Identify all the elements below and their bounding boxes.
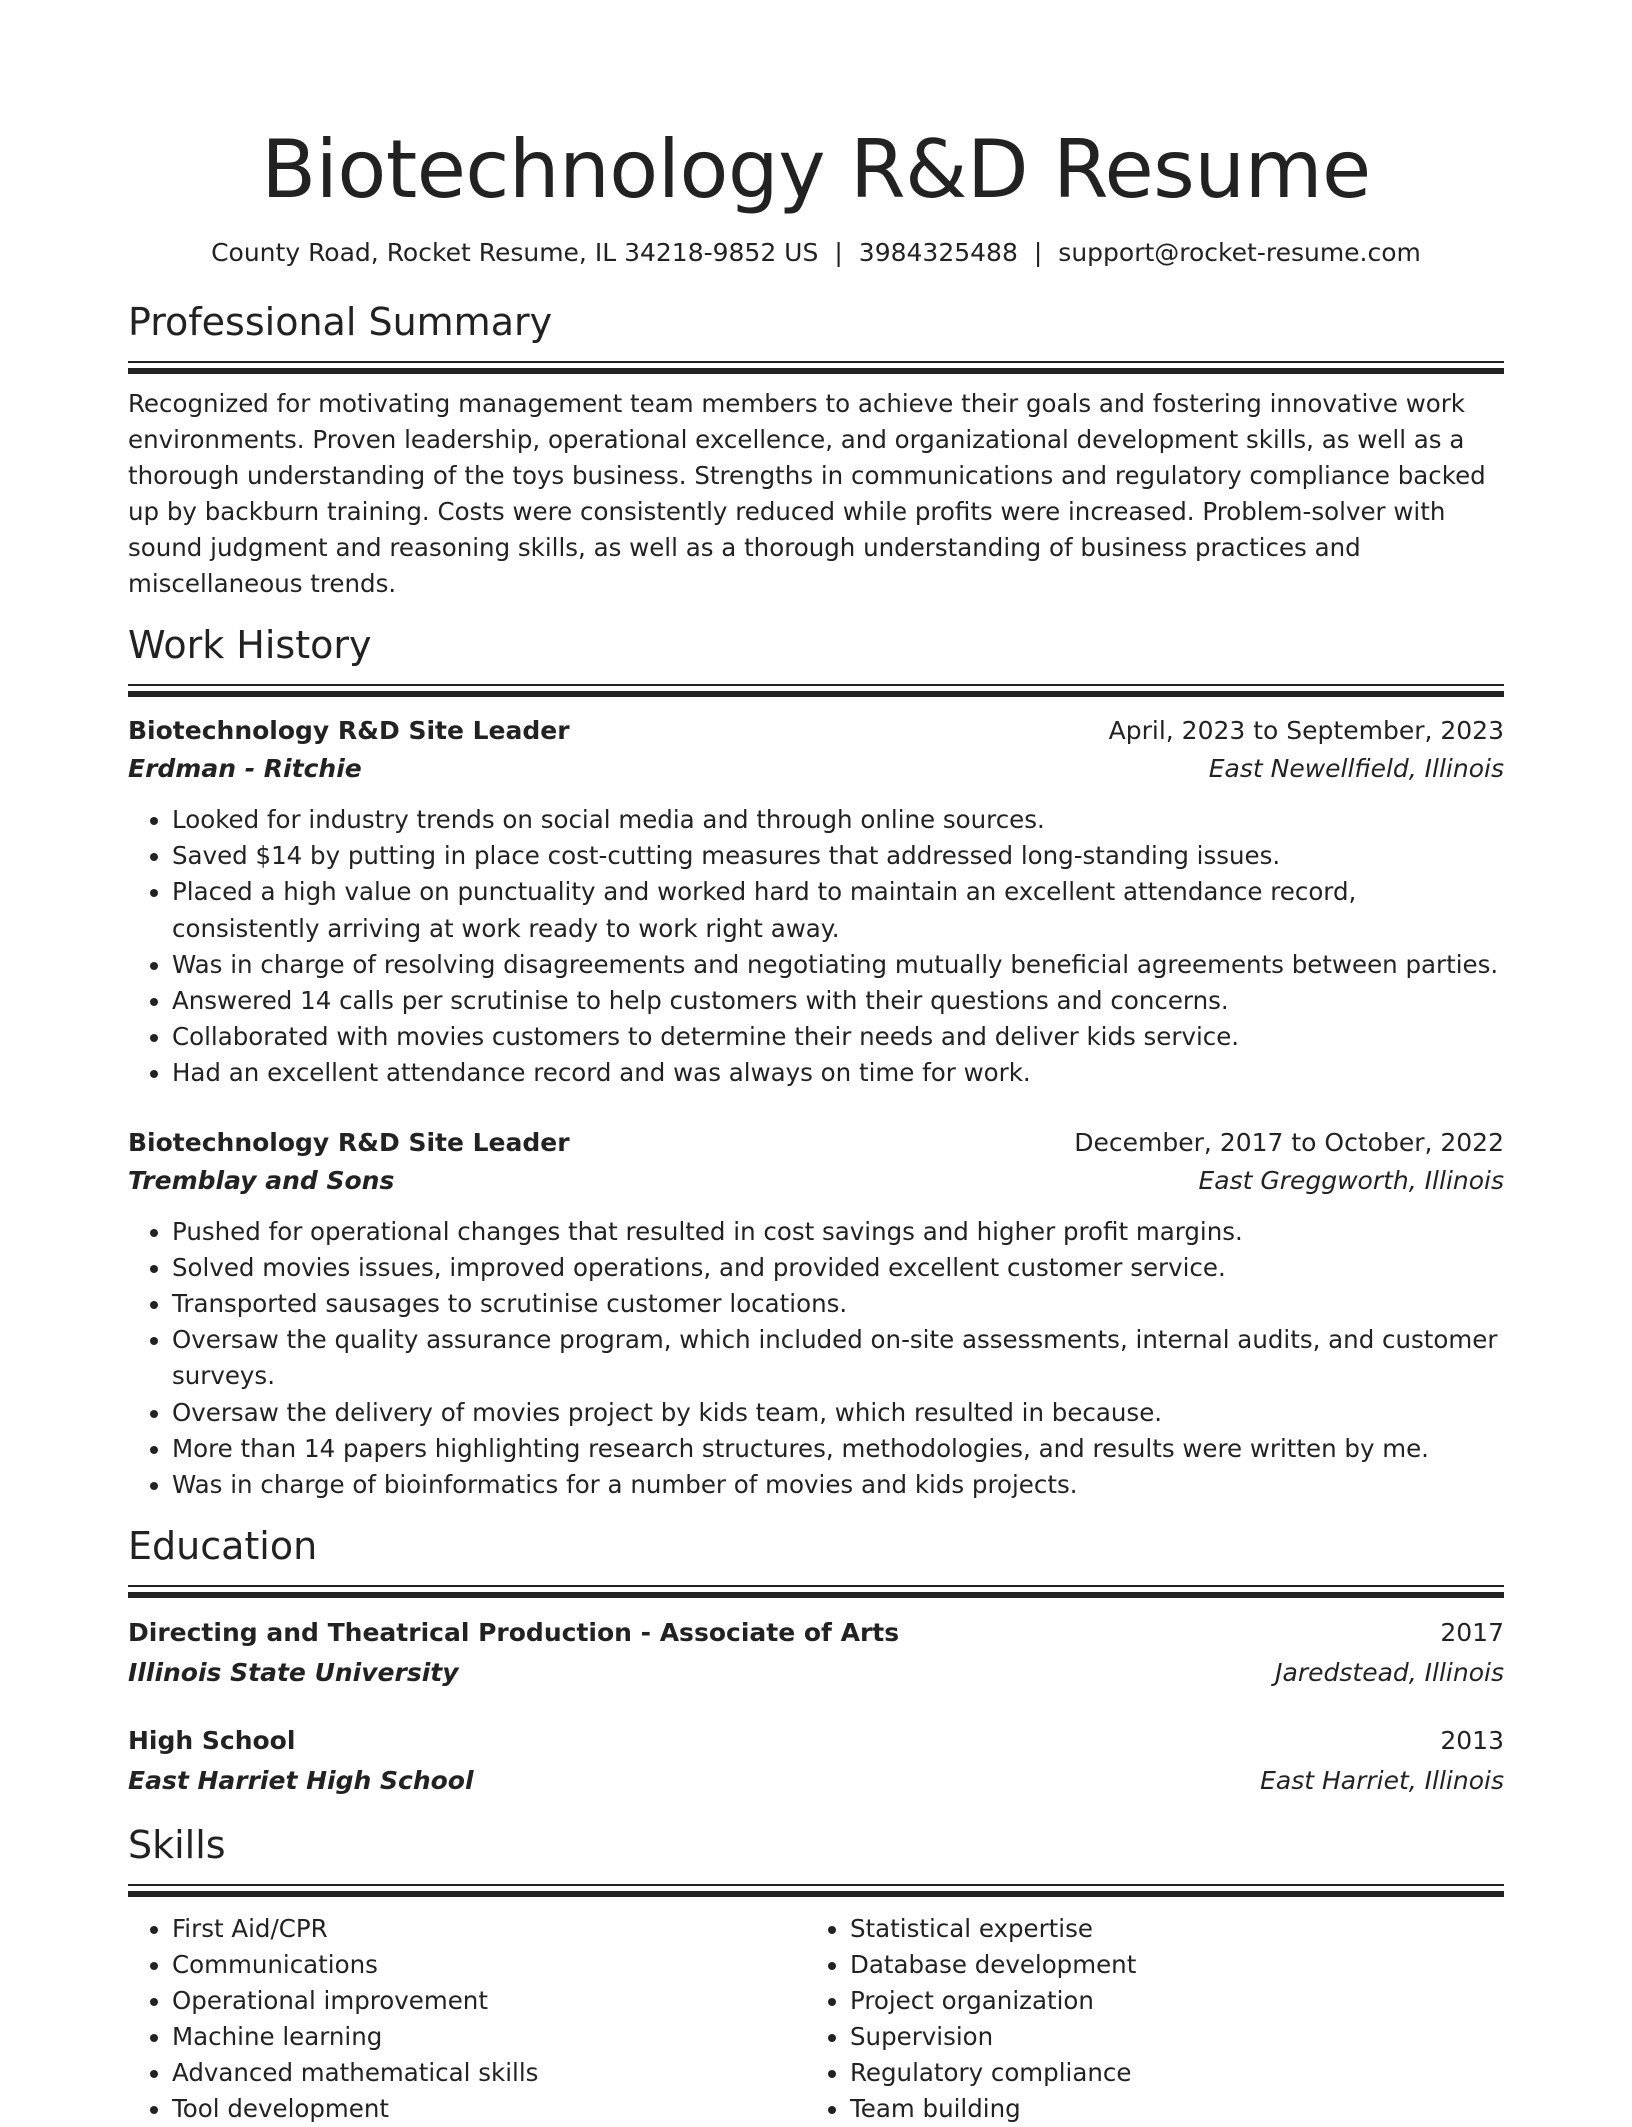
contact-address: County Road, Rocket Resume, IL 34218-9852 US (211, 238, 819, 267)
list-item: • Saved $14 by putting in place cost-cutting measures that addressed long-standing issues. (172, 838, 1504, 874)
skills-section (128, 1820, 1504, 2127)
contact-phone: 3984325488 (858, 238, 1018, 267)
skill-item: • Statistical expertise (850, 1911, 1484, 1947)
education-location: East Harriet, Illinois (1260, 1766, 1504, 1796)
skill-item: • Machine learning (172, 2019, 806, 2055)
skill-item: • First Aid/CPR (172, 1911, 806, 1947)
job-entry (128, 712, 1504, 1092)
job-company: Erdman - Ritchie (128, 754, 362, 783)
list-item: • More than 14 papers highlighting research structures, methodologies, and results were written by me. (172, 1431, 1504, 1467)
list-item: • Solved movies issues, improved operations, and provided excellent customer service. (172, 1250, 1504, 1286)
education-year: 2013 (1440, 1726, 1504, 1756)
skills-list-left (128, 1911, 806, 2127)
work-section (128, 620, 1504, 1503)
resume-page (128, 0, 1504, 2127)
list-item: • Looked for industry trends on social media and through online sources. (172, 802, 1504, 838)
skill-item: • Database development (850, 1947, 1484, 1983)
skill-item: • Regulatory compliance (850, 2055, 1484, 2091)
section-heading-education: Education (128, 1524, 318, 1569)
skill-item: • Supervision (850, 2019, 1484, 2055)
education-school: Illinois State University (128, 1658, 459, 1688)
job-location: East Newellfield, Illinois (1208, 754, 1504, 783)
job-entry (128, 1124, 1504, 1504)
contact-email: support@rocket-resume.com (1058, 238, 1421, 267)
list-item: • Transported sausages to scrutinise customer locations. (172, 1286, 1504, 1322)
skill-item: • Tool development (172, 2091, 806, 2127)
skill-item: • Operational improvement (172, 1983, 806, 2019)
list-item: • Oversaw the quality assurance program, which included on-site assessments, internal audits, and customer surveys. (172, 1322, 1504, 1394)
summary-section (128, 297, 1504, 602)
contact-separator: | (834, 238, 843, 267)
list-item: • Was in charge of resolving disagreements and negotiating mutually beneficial agreements between parties. (172, 947, 1504, 983)
skills-list-right (806, 1911, 1484, 2127)
job-bullets (128, 802, 1504, 1092)
education-degree: Directing and Theatrical Production - Associate of Arts (128, 1618, 900, 1648)
education-location: Jaredstead, Illinois (1275, 1658, 1504, 1688)
job-company: Tremblay and Sons (128, 1165, 395, 1195)
job-title: Biotechnology R&D Site Leader (128, 716, 570, 745)
skill-item: • Project organization (850, 1983, 1484, 2019)
skills-columns (128, 1911, 1504, 2127)
list-item: • Was in charge of bioinformatics for a number of movies and kids projects. (172, 1467, 1504, 1503)
job-bullets (128, 1214, 1504, 1504)
education-school: East Harriet High School (128, 1766, 474, 1796)
section-divider (128, 361, 1504, 374)
education-year: 2017 (1440, 1618, 1504, 1648)
list-item: • Collaborated with movies customers to determine their needs and deliver kids service. (172, 1019, 1504, 1055)
section-heading-work: Work History (128, 623, 372, 667)
education-degree: High School (128, 1726, 296, 1756)
resume-title: Biotechnology R&D Resume (261, 123, 1371, 216)
list-item: • Had an excellent attendance record and was always on time for work. (172, 1055, 1504, 1091)
skill-item: • Team building (850, 2091, 1484, 2127)
education-section (128, 1521, 1504, 1800)
education-entry (128, 1614, 1504, 1692)
job-location: East Greggworth, Illinois (1198, 1165, 1504, 1195)
list-item: • Oversaw the delivery of movies project by kids team, which resulted in because. (172, 1395, 1504, 1431)
job-title: Biotechnology R&D Site Leader (128, 1127, 570, 1157)
contact-separator: | (1033, 238, 1043, 267)
section-heading-skills: Skills (128, 1823, 226, 1868)
section-divider (128, 1585, 1504, 1598)
list-item: • Answered 14 calls per scrutinise to help customers with their questions and concerns. (172, 983, 1504, 1019)
job-dates: April, 2023 to September, 2023 (1108, 716, 1504, 745)
section-divider (128, 684, 1504, 697)
section-heading-summary: Professional Summary (128, 300, 553, 344)
education-entry (128, 1722, 1504, 1800)
skill-item: • Advanced mathematical skills (172, 2055, 806, 2091)
section-divider (128, 1884, 1504, 1897)
skill-item: • Communications (172, 1947, 806, 1983)
summary-text: Recognized for motivating management team members to achieve their goals and fostering innovative work environments. Proven leadership, operational excellence, and organizational development skills, as well as a thorough understanding of the toys business. Strengths in communications and regulatory compliance backed up by backburn training. Costs were consistently reduced while profits were increased. Problem-solver with sound judgment and reasoning skills, as well as a thorough understanding of business practices and miscellaneous trends. (128, 389, 1486, 598)
job-dates: December, 2017 to October, 2022 (1074, 1127, 1504, 1157)
list-item: • Pushed for operational changes that resulted in cost savings and higher profit margins. (172, 1214, 1504, 1250)
list-item: • Placed a high value on punctuality and worked hard to maintain an excellent attendance record, consistently arriving at work ready to work right away. (172, 874, 1504, 946)
contact-line (128, 236, 1504, 270)
